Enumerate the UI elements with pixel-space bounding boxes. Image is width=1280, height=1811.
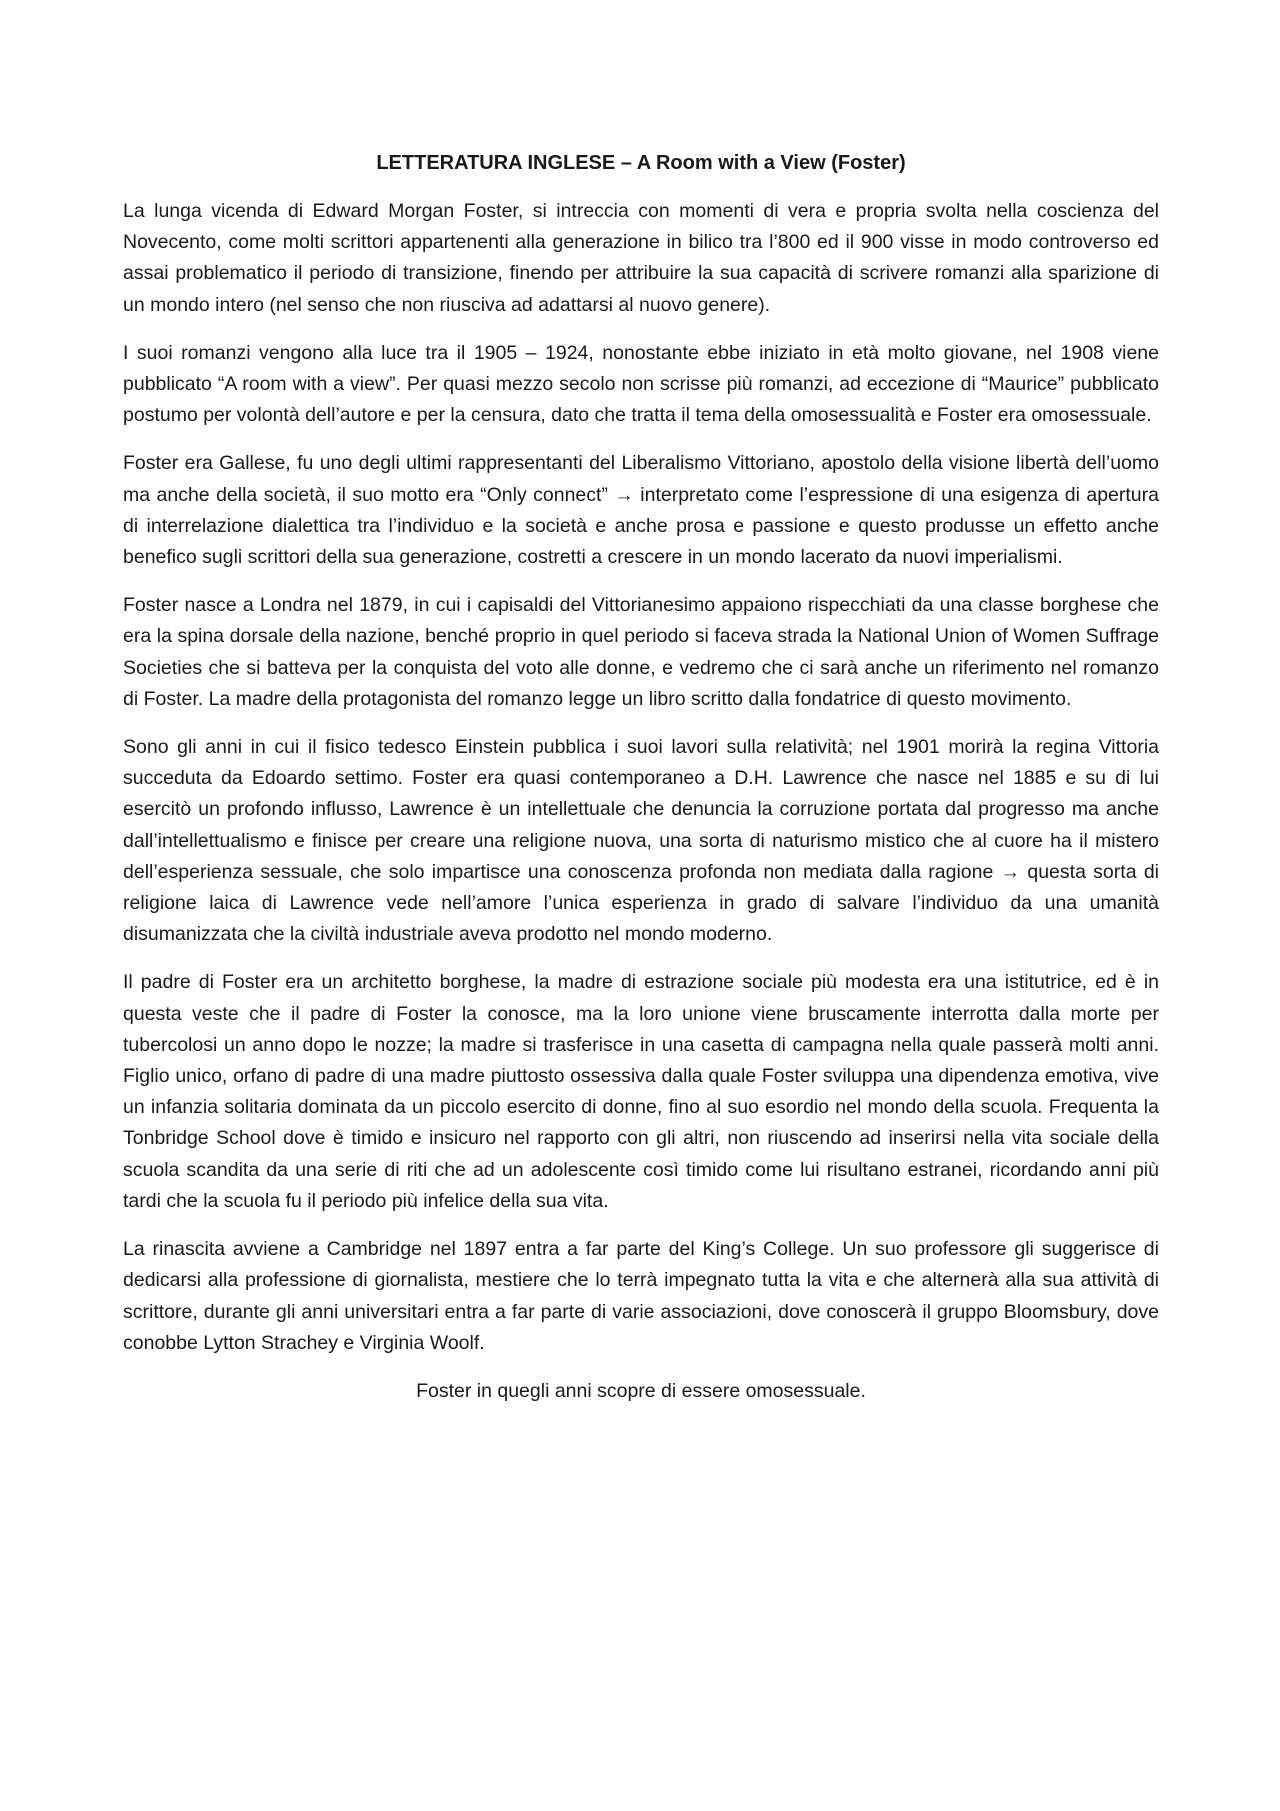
document-title: LETTERATURA INGLESE – A Room with a View (Foster) — [376, 152, 906, 174]
paragraph-cambridge: La rinascita avviene a Cambridge nel 1897 entra a far parte del King’s College. Un suo professore gli suggerisce di dedicarsi alla professione di giornalista, mestiere che lo terrà impegnato tutta la vita e che alternerà alla sua attività di scrittore, durante gli anni universitari entra a far parte di varie associazioni, dove conoscerà il gruppo Bloomsbury, dove conobbe Lytton Strachey e Virginia Woolf. — [123, 1238, 1159, 1354]
paragraph-lawrence: Sono gli anni in cui il fisico tedesco Einstein pubblica i suoi lavori sulla relatività; nel 1901 morirà la regina Vittoria succeduta da Edoardo settimo. Foster era quasi contemporaneo a D.H. Lawrence che nasce nel 1885 e su di lui esercitò un profondo influsso, Lawrence è un intellettuale che denuncia la corruzione portata dal progresso ma anche dall’intellettualismo e finisce per creare una religione nuova, una sorta di naturismo mistico che al cuore ha il mistero dell’esperienza sessuale, che solo impartisce una conoscenza profonda non mediata dalla ragione → questa sorta di religione laica di Lawrence vede nell’amore l’unica esperienza in grado di salvare l’individuo da una umanità disumanizzata che la civiltà industriale aveva prodotto nel mondo moderno. — [123, 736, 1159, 946]
paragraph-intro: La lunga vicenda di Edward Morgan Foster, si intreccia con momenti di vera e propria svolta nella coscienza del Novecento, come molti scrittori appartenenti alla generazione in bilico tra l’800 ed il 900 visse in modo controverso ed assai problematico il periodo di transizione, finendo per attribuire la sua capacità di scrivere romanzi alla sparizione di un mondo intero (nel senso che non riusciva ad adattarsi al nuovo genere). — [123, 200, 1159, 316]
paragraph-birth: Foster nasce a Londra nel 1879, in cui i capisaldi del Vittorianesimo appaiono rispecchiati da una classe borghese che era la spina dorsale della nazione, benché proprio in quel periodo si faceva strada la National Union of Women Suffrage Societies che si batteva per la conquista del voto alle donne, e vedremo che ci sarà anche un riferimento nel romanzo di Foster. La madre della protagonista del romanzo legge un libro scritto dalla fondatrice di questo movimento. — [123, 594, 1159, 710]
document-page — [123, 148, 1159, 1407]
paragraph-childhood: Il padre di Foster era un architetto borghese, la madre di estrazione sociale più modesta era una istitutrice, ed è in questa veste che il padre di Foster la conosce, ma la loro unione viene bruscamente interrotta dalla morte per tubercolosi un anno dopo le nozze; la madre si trasferisce in una casetta di campagna nella quale passerà molti anni. Figlio unico, orfano di padre di una madre piuttosto ossessiva dalla quale Foster sviluppa una dipendenza emotiva, vive un infanzia solitaria dominata da un piccolo esercito di donne, fino al suo esordio nel mondo della scuola. Frequenta la Tonbridge School dove è timido e insicuro nel rapporto con gli altri, non riuscendo ad inserirsi nella vita sociale della scuola scandita da una serie di riti che ad un adolescente così timido come lui risultano estranei, ricordando anni più tardi che la scuola fu il periodo più infelice della sua vita. — [123, 971, 1159, 1212]
paragraph-liberalism: Foster era Gallese, fu uno degli ultimi rappresentanti del Liberalismo Vittoriano, apostolo della visione libertà dell’uomo ma anche della società, il suo motto era “Only connect” → interpretato come l’espressione di una esigenza di apertura di interrelazione dialettica tra l’individuo e la società e anche prosa e passione e questo produsse un effetto anche benefico sugli scrittori della sua generazione, costretti a crescere in un mondo lacerato da nuovi imperialismi. — [123, 452, 1159, 569]
paragraph-novels: I suoi romanzi vengono alla luce tra il 1905 – 1924, nonostante ebbe iniziato in età molto giovane, nel 1908 viene pubblicato “A room with a view”. Per quasi mezzo secolo non scrisse più romanzi, ad eccezione di “Maurice” pubblicato postumo per volontà dell’autore e per la censura, dato che tratta il tema della omosessualità e Foster era omosessuale. — [123, 341, 1159, 427]
closing-line: Foster in quegli anni scopre di essere omosessuale. — [416, 1379, 866, 1402]
